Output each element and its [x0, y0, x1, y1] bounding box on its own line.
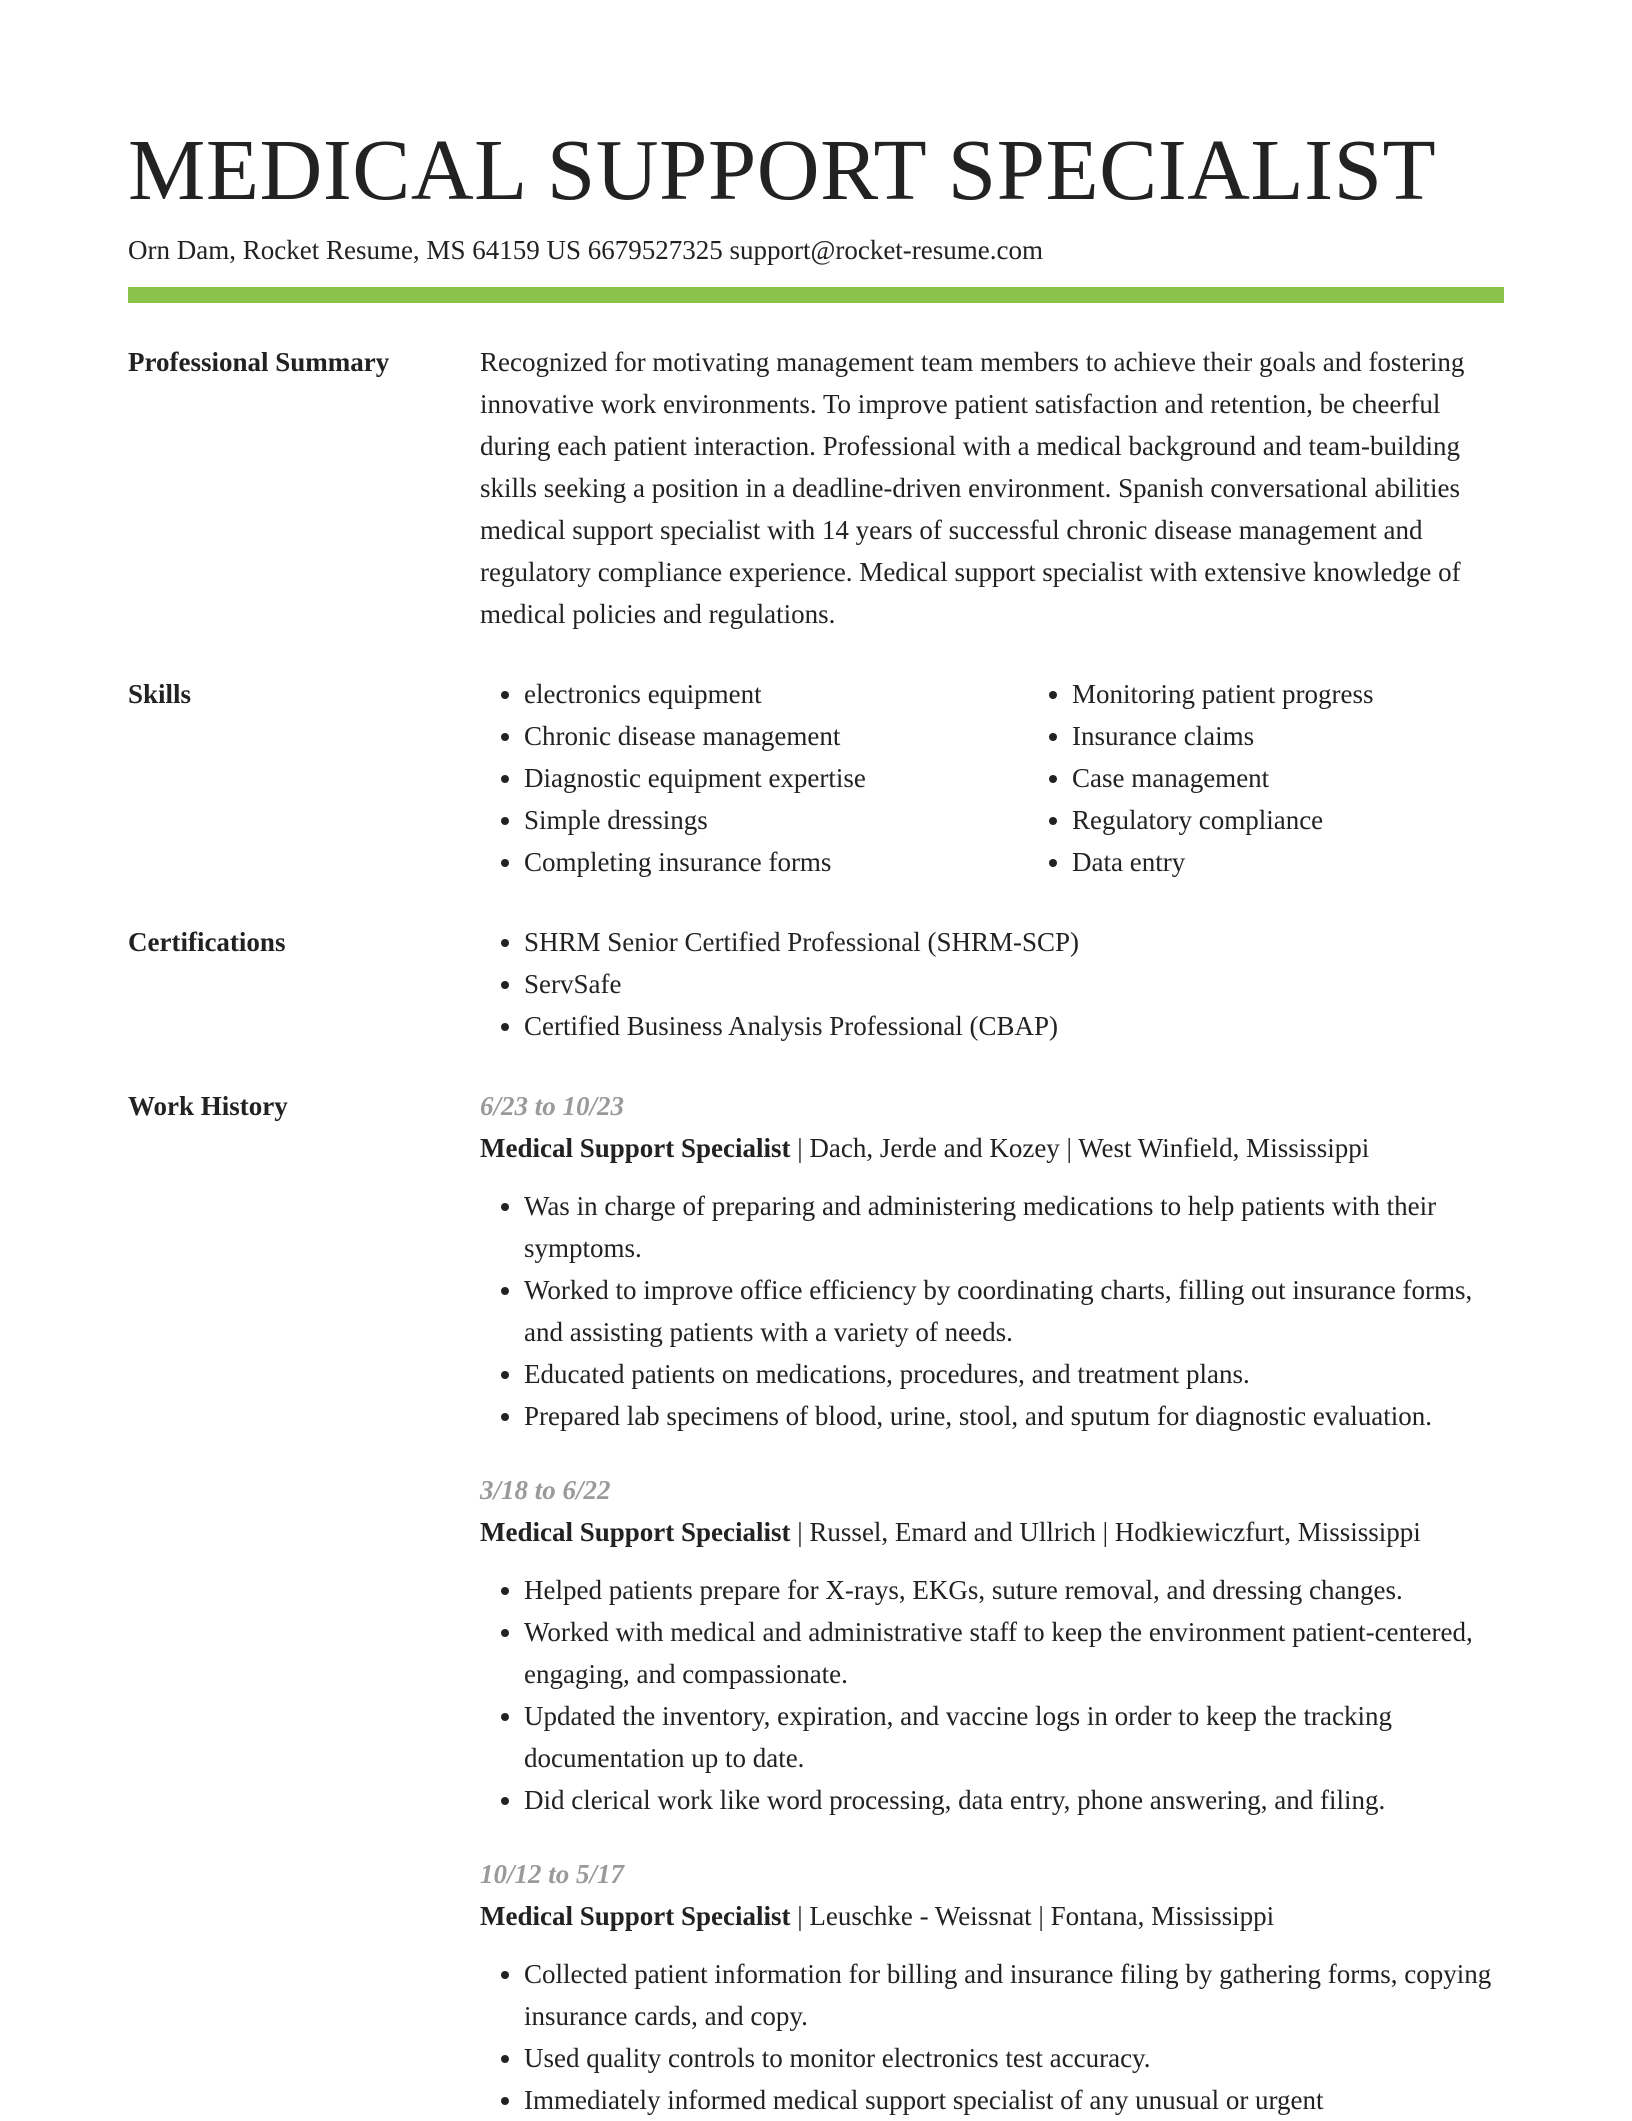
section-summary: [128, 341, 1504, 635]
job-entry: [480, 1853, 1504, 2121]
job-entry: [480, 1085, 1504, 1437]
job-bullet: • Was in charge of preparing and administering medications to help patients with their symptoms.: [524, 1185, 1504, 1269]
job-bullets: [480, 1953, 1504, 2121]
job-dates: 10/12 to 5/17: [480, 1859, 625, 1889]
job-bullet: • Educated patients on medications, procedures, and treatment plans.: [524, 1353, 1504, 1395]
contact-phone: 6679527325: [587, 235, 723, 265]
certification-item: • Certified Business Analysis Professional (CBAP): [524, 1005, 1504, 1047]
skills-list-right: [1028, 673, 1576, 883]
certification-item: • ServSafe: [524, 963, 1504, 1005]
skill-item: • Case management: [1072, 757, 1576, 799]
job-bullet: • Used quality controls to monitor electronics test accuracy.: [524, 2037, 1504, 2079]
section-label-work-history: Work History: [128, 1091, 288, 1121]
resume-title: MEDICAL SUPPORT SPECIALIST: [128, 121, 1437, 218]
skill-item: • Diagnostic equipment expertise: [524, 757, 1028, 799]
section-label-summary: Professional Summary: [128, 347, 390, 377]
section-certifications: [128, 921, 1504, 1047]
skill-item: • Insurance claims: [1072, 715, 1576, 757]
job-bullet: • Updated the inventory, expiration, and vaccine logs in order to keep the tracking documentation up to date.: [524, 1695, 1504, 1779]
resume-page: [128, 120, 1504, 2121]
skill-item: • electronics equipment: [524, 673, 1028, 715]
job-bullet: • Did clerical work like word processing, data entry, phone answering, and filing.: [524, 1779, 1504, 1821]
certifications-body: [480, 921, 1504, 1047]
summary-body: [480, 341, 1504, 635]
certifications-list: [480, 921, 1504, 1047]
job-dates: 6/23 to 10/23: [480, 1091, 625, 1121]
section-work-history: [128, 1085, 1504, 2121]
job-header: [480, 1127, 1504, 1169]
skill-item: • Monitoring patient progress: [1072, 673, 1576, 715]
contact-address: Orn Dam, Rocket Resume, MS 64159 US: [128, 235, 581, 265]
job-title: Medical Support Specialist: [480, 1133, 791, 1163]
job-entry: [480, 1469, 1504, 1821]
summary-text: Recognized for motivating management team members to achieve their goals and fostering innovative work environments. To improve patient satisfaction and retention, be cheerful during each patient interaction. Professional with a medical background and team-building skills seeking a position in a deadline-driven environment. Spanish conversational abilities medical support specialist with 14 years of successful chronic disease management and regulatory compliance experience. Medical support specialist with extensive knowledge of medical policies and regulations.: [480, 347, 1465, 629]
contact-line: [128, 232, 1504, 268]
skill-item: • Completing insurance forms: [524, 841, 1028, 883]
job-details: | Russel, Emard and Ullrich | Hodkiewiczfurt, Mississippi: [790, 1517, 1421, 1547]
job-title: Medical Support Specialist: [480, 1517, 791, 1547]
job-dates: 3/18 to 6/22: [480, 1475, 611, 1505]
section-label-certifications: Certifications: [128, 927, 286, 957]
job-bullets: [480, 1569, 1504, 1821]
section-label-skills: Skills: [128, 679, 192, 709]
accent-divider: [128, 287, 1504, 303]
skills-list-left: [480, 673, 1028, 883]
job-header: [480, 1511, 1504, 1553]
job-bullet: • Worked to improve office efficiency by coordinating charts, filling out insurance forms, and assisting patients with a variety of needs.: [524, 1269, 1504, 1353]
skill-item: • Simple dressings: [524, 799, 1028, 841]
job-details: | Leuschke - Weissnat | Fontana, Mississippi: [790, 1901, 1275, 1931]
certification-item: • SHRM Senior Certified Professional (SHRM-SCP): [524, 921, 1504, 963]
job-bullet: • Prepared lab specimens of blood, urine, stool, and sputum for diagnostic evaluation.: [524, 1395, 1504, 1437]
job-details: | Dach, Jerde and Kozey | West Winfield, Mississippi: [790, 1133, 1370, 1163]
skill-item: • Chronic disease management: [524, 715, 1028, 757]
contact-email: support@rocket-resume.com: [729, 235, 1044, 265]
job-bullet: • Worked with medical and administrative staff to keep the environment patient-centered, engaging, and compassionate.: [524, 1611, 1504, 1695]
job-title: Medical Support Specialist: [480, 1901, 791, 1931]
job-bullet: • Helped patients prepare for X-rays, EKGs, suture removal, and dressing changes.: [524, 1569, 1504, 1611]
job-bullet: • Collected patient information for billing and insurance filing by gathering forms, copying insurance cards, and copy.: [524, 1953, 1504, 2037]
skills-grid: [480, 673, 1576, 883]
work-history-body: [480, 1085, 1504, 2121]
section-skills: [128, 673, 1504, 883]
job-bullets: [480, 1185, 1504, 1437]
job-bullet: • Immediately informed medical support specialist of any unusual or urgent: [524, 2079, 1504, 2121]
job-header: [480, 1895, 1504, 1937]
skill-item: • Regulatory compliance: [1072, 799, 1576, 841]
skill-item: • Data entry: [1072, 841, 1576, 883]
